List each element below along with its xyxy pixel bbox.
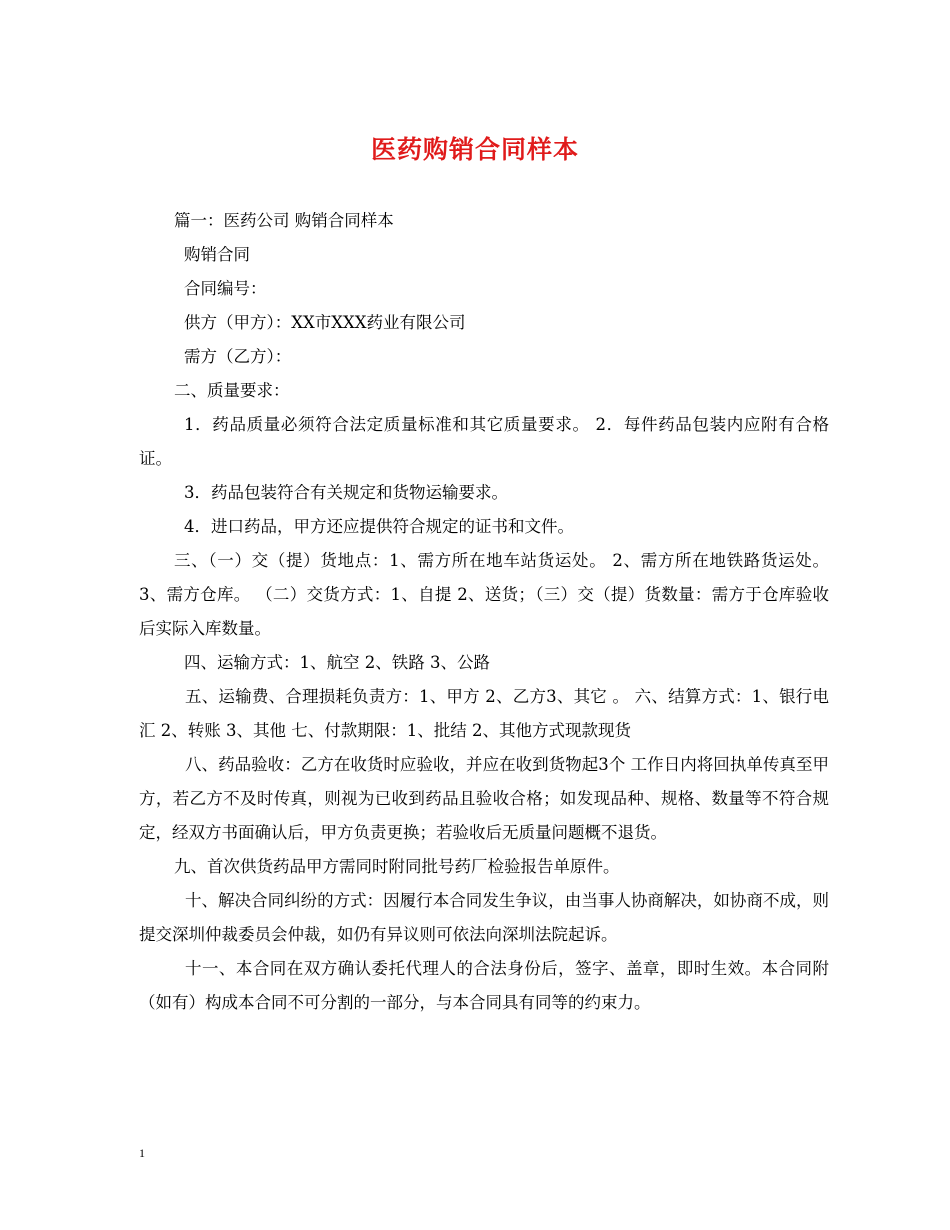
paragraph-contract-number: 合同编号：	[184, 279, 267, 298]
document-title: 医药购销合同样本	[370, 135, 579, 164]
paragraph-transport: 四、运输方式：1、航空 2、铁路 3、公路	[184, 653, 490, 672]
paragraph-buyer: 需方（乙方）：	[184, 347, 292, 366]
paragraph-costs-settlement: 五、运输费、合理损耗负责方：1、甲方 2、乙方3、其它 。 六、结算方式：1、银行电汇 2、转账 3、其他 七、付款期限：1、批结 2、其他方式现款现货	[139, 687, 829, 740]
paragraph-contract-name: 购销合同	[184, 245, 250, 264]
page-number: 1	[139, 1146, 145, 1160]
paragraph-delivery: 三、（一）交（提）货地点：1、需方所在地车站货运处。 2、需方所在地铁路货运处。3、需方仓库。 （二）交货方式：1、自提 2、送货；（三）交（提）货数量：需方于仓库验收后实际入库数量。	[139, 551, 829, 638]
paragraph-disputes: 十、解决合同纠纷的方式：因履行本合同发生争议，由当事人协商解决，如协商不成，则提交深圳仲裁委员会仲裁，如仍有异议则可依法向深圳法院起诉。	[139, 891, 829, 944]
paragraph-inspection: 八、药品验收：乙方在收货时应验收，并应在收到货物起3个 工作日内将回执单传真至甲方，若乙方不及时传真，则视为已收到药品且验收合格；如发现品种、规格、数量等不符合规定，经双方书面确认后，甲方负责更换；若验收后无质量问题概不退货。	[139, 755, 829, 842]
paragraph-chapter-heading: 篇一：医药公司 购销合同样本	[174, 211, 394, 230]
paragraph-quality-4: 4．进口药品，甲方还应提供符合规定的证书和文件。	[184, 517, 574, 536]
paragraph-quality-heading: 二、质量要求：	[174, 381, 290, 400]
paragraph-supplier: 供方（甲方）：XX市XXX药业有限公司	[184, 313, 466, 332]
paragraph-first-supply: 九、首次供货药品甲方需同时附同批号药厂检验报告单原件。	[174, 857, 620, 876]
paragraph-effectiveness: 十一、本合同在双方确认委托代理人的合法身份后，签字、盖章，即时生效。本合同附（如有）构成本合同不可分割的一部分，与本合同具有同等的约束力。	[139, 959, 829, 1012]
paragraph-quality-1-2: 1．药品质量必须符合法定质量标准和其它质量要求。 2．每件药品包装内应附有合格证。	[139, 415, 829, 468]
paragraph-quality-3: 3．药品包装符合有关规定和货物运输要求。	[184, 483, 508, 502]
document-body	[139, 204, 829, 1020]
